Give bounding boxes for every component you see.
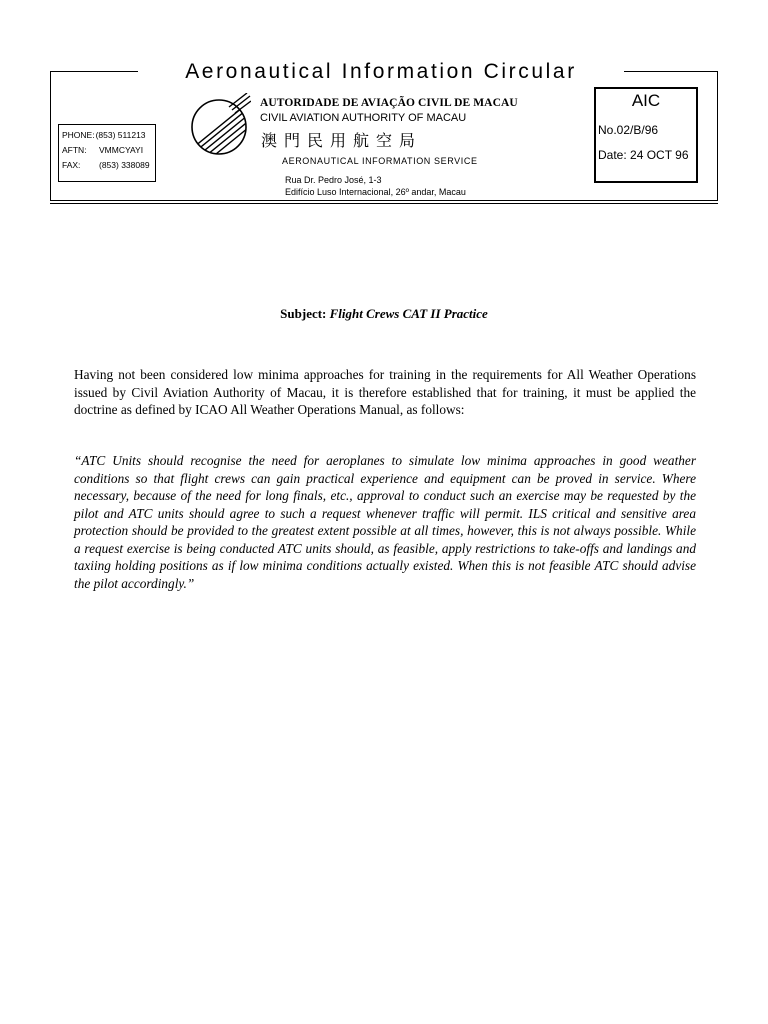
quote-paragraph: “ATC Units should recognise the need for aeroplanes to simulate low minima approaches in good weather conditions so that flight crews can gain practical experience and equipment can be proved in service. Where necessary, because of the need for long finals, etc., approval to conduct such an exercise may be requested by the pilot and ATC units should agree to such a request whenever traffic will permit. ILS critical and sensitive area protection should be provided to the greatest extent possible at all times, however, this is not always possible. While a request exercise is being conducted ATC units should, as feasible, apply restrictions to take-offs and landings and taxiing holding positions as if low minima conditions actually existed. When this is not feasible ATC should advise the pilot accordingly.” (74, 453, 696, 591)
contact-phone-row (62, 128, 155, 143)
service-name: AERONAUTICAL INFORMATION SERVICE (282, 156, 478, 166)
subject-label: Subject: (280, 306, 327, 321)
header-frame-top-left-rule (50, 71, 138, 72)
authority-logo (191, 93, 251, 157)
aic-number: No.02/B/96 (598, 123, 659, 137)
aftn-label: AFTN: (62, 145, 87, 155)
contact-box (58, 124, 156, 182)
intro-paragraph: Having not been considered low minima approaches for training in the requirements for All Weather Operations issued by Civil Aviation Authority of Macau, it is therefore established that for training, it must be applied the doctrine as defined by ICAO All Weather Operations Manual, as follows: (74, 367, 696, 417)
circular-title: Aeronautical Information Circular (185, 60, 577, 83)
fax-label: FAX: (62, 160, 81, 170)
aftn-value: VMMCYAYI (99, 145, 144, 155)
aic-date: Date: 24 OCT 96 (598, 148, 689, 162)
phone-value: (853) 511213 (95, 130, 146, 140)
authority-name-portuguese: AUTORIDADE DE AVIAÇÃO CIVIL DE MACAU (260, 97, 518, 109)
contact-fax-row (62, 158, 155, 173)
aic-code: AIC (631, 91, 661, 110)
header-frame-top-right-rule (624, 71, 718, 72)
address-line-1: Rua Dr. Pedro José, 1-3 (285, 175, 382, 185)
authority-name-english: CIVIL AVIATION AUTHORITY OF MACAU (260, 112, 467, 124)
phone-label: PHONE: (62, 130, 95, 140)
subject-line (0, 306, 768, 322)
contact-aftn-row (62, 143, 155, 158)
header-frame-bottom-rule (50, 203, 718, 204)
address-line-2: Edifício Luso Internacional, 26º andar, Macau (285, 187, 466, 197)
authority-name-chinese: 澳門民用航空局 (261, 131, 423, 150)
fax-value: (853) 338089 (99, 160, 150, 170)
subject-text: Flight Crews CAT II Practice (329, 306, 488, 321)
aic-box (594, 87, 698, 183)
